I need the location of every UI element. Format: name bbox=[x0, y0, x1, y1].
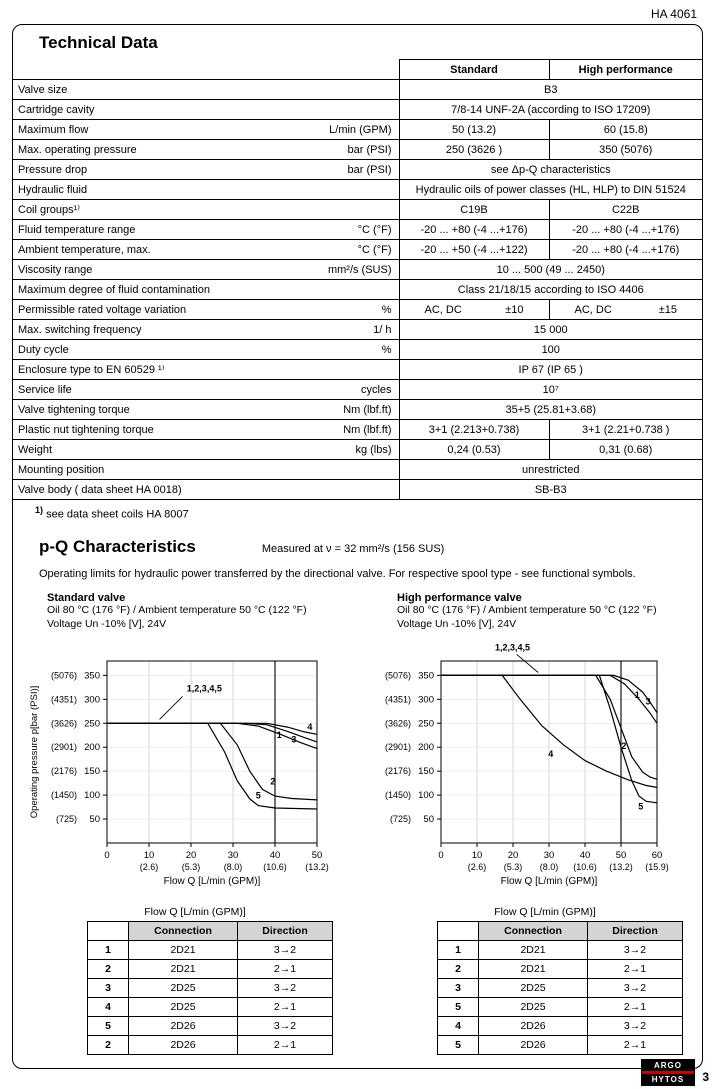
x-tick-label: 30 bbox=[543, 850, 555, 862]
curve-4 bbox=[107, 724, 317, 735]
x-tick-gpm-label: (13.2) bbox=[305, 862, 329, 873]
table-row bbox=[13, 200, 702, 220]
x-axis-label: Flow Q [L/min (GPM)] bbox=[500, 876, 598, 888]
curve-2 bbox=[107, 724, 317, 801]
table-row bbox=[13, 100, 702, 120]
connection-value: 2D21 bbox=[479, 960, 588, 979]
row-label-cell bbox=[13, 200, 399, 220]
row-value: 100 bbox=[399, 340, 702, 360]
y-tick-bar-label: 300 bbox=[84, 694, 100, 706]
row-value: Class 21/18/15 according to ISO 4406 bbox=[399, 280, 702, 300]
table-row bbox=[13, 380, 702, 400]
row-value-standard: C19B bbox=[399, 200, 549, 220]
row-unit: °C (°F) bbox=[357, 243, 392, 256]
table-row bbox=[13, 240, 702, 260]
pq-title: p-Q Characteristics bbox=[39, 536, 196, 556]
row-value: 35+5 (25.81+3.68) bbox=[399, 400, 702, 420]
x-axis-label: Flow Q [L/min (GPM)] bbox=[163, 876, 261, 888]
row-value: Hydraulic oils of power classes (HL, HLP) to DIN 51524 bbox=[399, 180, 702, 200]
curve-number: 4 bbox=[438, 1017, 479, 1036]
high-performance-valve-voltage: Voltage Un -10% [V], 24V bbox=[397, 617, 517, 630]
conn-row bbox=[438, 1036, 683, 1055]
row-label: Mounting position bbox=[18, 463, 105, 476]
technical-table-body bbox=[13, 80, 702, 500]
row-unit: L/min (GPM) bbox=[329, 123, 392, 136]
y-tick-psi-label: (3626) bbox=[50, 718, 77, 729]
annotation-arrow bbox=[160, 697, 183, 720]
row-value-standard: 250 (3626 ) bbox=[399, 140, 549, 160]
curve-1 bbox=[107, 724, 317, 743]
x-tick-gpm-label: (2.6) bbox=[467, 862, 487, 873]
y-tick-psi-label: (5076) bbox=[50, 670, 77, 681]
row-value: B3 bbox=[399, 80, 702, 100]
conn-header-direction: Direction bbox=[588, 922, 683, 941]
conn-header-blank bbox=[88, 922, 129, 941]
standard-valve-chart bbox=[25, 631, 333, 895]
curves-group-label: 1,2,3,4,5 bbox=[186, 683, 222, 694]
technical-data-table bbox=[13, 59, 702, 500]
table-row bbox=[13, 460, 702, 480]
y-tick-bar-label: 150 bbox=[84, 766, 100, 778]
direction-value: 2→1 bbox=[238, 960, 333, 979]
y-axis-label: Operating pressure p[bar (PSI)] bbox=[29, 686, 40, 819]
row-label: Max. switching frequency bbox=[18, 323, 142, 336]
table-row bbox=[13, 80, 702, 100]
x-tick-label: 50 bbox=[615, 850, 627, 862]
pq-description: Operating limits for hydraulic power transferred by the directional valve. For respective spool type - see functional symbols. bbox=[39, 567, 636, 580]
row-label-cell bbox=[13, 320, 399, 340]
row-label-cell bbox=[13, 260, 399, 280]
row-label-cell bbox=[13, 220, 399, 240]
high-performance-valve-chart bbox=[375, 631, 673, 895]
y-tick-psi-label: (5076) bbox=[384, 670, 411, 681]
direction-value: 2→1 bbox=[588, 960, 683, 979]
curve-number: 4 bbox=[88, 998, 129, 1017]
y-tick-bar-label: 50 bbox=[423, 814, 434, 826]
conn-row bbox=[88, 1036, 333, 1055]
x-tick-gpm-label: (8.0) bbox=[223, 862, 243, 873]
curve-number: 1 bbox=[88, 941, 129, 960]
y-tick-bar-label: 100 bbox=[418, 790, 434, 802]
row-unit: mm²/s (SUS) bbox=[327, 263, 392, 276]
measured-at-note: Measured at ν = 32 mm²/s (156 SUS) bbox=[261, 542, 445, 555]
x-tick-gpm-label: (10.6) bbox=[573, 862, 597, 873]
y-tick-psi-label: (4351) bbox=[384, 694, 411, 705]
y-tick-bar-label: 350 bbox=[418, 670, 434, 682]
row-value-high: 350 (5076) bbox=[549, 140, 702, 160]
row-value-standard: AC, DC ±10 bbox=[399, 300, 549, 320]
conn-row bbox=[438, 1017, 683, 1036]
direction-value: 2→1 bbox=[238, 998, 333, 1017]
y-tick-psi-label: (2901) bbox=[384, 742, 411, 753]
connection-value: 2D25 bbox=[479, 979, 588, 998]
row-unit: Nm (lbf.ft) bbox=[343, 403, 392, 416]
row-value-standard: -20 ... +50 (-4 ...+122) bbox=[399, 240, 549, 260]
x-tick-label: 10 bbox=[471, 850, 483, 862]
curve-label-5: 5 bbox=[255, 790, 261, 801]
table-row bbox=[13, 120, 702, 140]
table-row bbox=[13, 440, 702, 460]
y-tick-bar-label: 200 bbox=[84, 742, 100, 754]
row-label: Valve body ( data sheet HA 0018) bbox=[18, 483, 182, 496]
connection-value: 2D25 bbox=[129, 979, 238, 998]
curve-number: 2 bbox=[88, 1036, 129, 1055]
table-row bbox=[13, 420, 702, 440]
row-value-high: 60 (15.8) bbox=[549, 120, 702, 140]
x-tick-gpm-label: (13.2) bbox=[609, 862, 633, 873]
x-tick-gpm-label: (8.0) bbox=[539, 862, 559, 873]
curve-number: 2 bbox=[88, 960, 129, 979]
conn-row bbox=[88, 1017, 333, 1036]
table-row bbox=[13, 400, 702, 420]
conn-row bbox=[88, 960, 333, 979]
connection-value: 2D26 bbox=[129, 1036, 238, 1055]
table-row bbox=[13, 340, 702, 360]
row-label-cell bbox=[13, 440, 399, 460]
y-tick-bar-label: 200 bbox=[418, 742, 434, 754]
x-tick-label: 40 bbox=[579, 850, 591, 862]
conn-row bbox=[438, 941, 683, 960]
standard-valve-conditions: Oil 80 °C (176 °F) / Ambient temperature 50 °C (122 °F) bbox=[47, 604, 307, 617]
x-tick-label: 20 bbox=[507, 850, 519, 862]
y-tick-bar-label: 100 bbox=[84, 790, 100, 802]
x-tick-gpm-label: (5.3) bbox=[181, 862, 201, 873]
x-tick-label: 50 bbox=[311, 850, 323, 862]
column-header-standard: Standard bbox=[399, 60, 549, 80]
connection-value: 2D26 bbox=[479, 1017, 588, 1036]
row-label: Maximum flow bbox=[18, 123, 89, 136]
row-value-high: C22B bbox=[549, 200, 702, 220]
table-row bbox=[13, 260, 702, 280]
y-tick-bar-label: 50 bbox=[89, 814, 100, 826]
table-row bbox=[13, 480, 702, 500]
standard-connection-table bbox=[87, 921, 333, 1055]
row-unit: cycles bbox=[360, 383, 392, 396]
high-performance-table-caption: Flow Q [L/min (GPM)] bbox=[494, 906, 596, 919]
standard-valve-title: Standard valve bbox=[47, 592, 126, 605]
row-label-cell bbox=[13, 340, 399, 360]
x-tick-label: 0 bbox=[104, 850, 110, 862]
row-label-cell bbox=[13, 180, 399, 200]
x-tick-gpm-label: (15.9) bbox=[645, 862, 669, 873]
row-value: unrestricted bbox=[399, 460, 702, 480]
row-value-standard: 50 (13.2) bbox=[399, 120, 549, 140]
conn-row bbox=[438, 960, 683, 979]
y-tick-psi-label: (4351) bbox=[50, 694, 77, 705]
row-label: Weight bbox=[18, 443, 53, 456]
row-label: Permissible rated voltage variation bbox=[18, 303, 187, 316]
logo-brand-bottom: HYTOS bbox=[651, 1075, 685, 1084]
row-unit: °C (°F) bbox=[357, 223, 392, 236]
curve-number: 1 bbox=[438, 941, 479, 960]
row-value-standard: 0,24 (0.53) bbox=[399, 440, 549, 460]
connection-value: 2D21 bbox=[479, 941, 588, 960]
annotation-arrow bbox=[517, 655, 539, 673]
curve-label-1: 1 bbox=[276, 730, 282, 741]
row-value-high: 0,31 (0.68) bbox=[549, 440, 702, 460]
conn-header-connection: Connection bbox=[129, 922, 238, 941]
row-value-high: AC, DC ±15 bbox=[549, 300, 702, 320]
charts-row bbox=[25, 592, 702, 1055]
page-number: 3 bbox=[702, 1070, 709, 1084]
curve-label-2: 2 bbox=[270, 776, 276, 787]
row-label: Duty cycle bbox=[18, 343, 69, 356]
row-label-cell bbox=[13, 400, 399, 420]
row-value-high: -20 ... +80 (-4 ...+176) bbox=[549, 220, 702, 240]
row-value-standard: -20 ... +80 (-4 ...+176) bbox=[399, 220, 549, 240]
row-label-cell bbox=[13, 140, 399, 160]
row-label: Enclosure type to EN 60529 ¹⁾ bbox=[18, 364, 165, 376]
y-tick-psi-label: (725) bbox=[55, 814, 77, 825]
row-unit: 1/ h bbox=[373, 323, 392, 336]
x-tick-label: 40 bbox=[269, 850, 281, 862]
connection-value: 2D25 bbox=[479, 998, 588, 1017]
high-performance-valve-title: High performance valve bbox=[397, 592, 522, 605]
footnote bbox=[35, 505, 702, 521]
pq-section-header bbox=[39, 537, 702, 557]
row-value: SB-B3 bbox=[399, 480, 702, 500]
column-header-high-performance: High performance bbox=[549, 60, 702, 80]
y-tick-bar-label: 250 bbox=[418, 718, 434, 730]
table-row bbox=[13, 280, 702, 300]
high-performance-valve-conditions: Oil 80 °C (176 °F) / Ambient temperature 50 °C (122 °F) bbox=[397, 604, 657, 617]
row-unit: Nm (lbf.ft) bbox=[343, 423, 392, 436]
x-tick-label: 10 bbox=[143, 850, 155, 862]
y-tick-psi-label: (1450) bbox=[384, 790, 411, 801]
row-value: IP 67 (IP 65 ) bbox=[399, 360, 702, 380]
standard-table-caption: Flow Q [L/min (GPM)] bbox=[144, 906, 246, 919]
row-value-standard: 3+1 (2.213+0.738) bbox=[399, 420, 549, 440]
high-performance-valve-block bbox=[375, 592, 701, 1055]
row-label-cell bbox=[13, 380, 399, 400]
table-row bbox=[13, 160, 702, 180]
y-tick-psi-label: (725) bbox=[389, 814, 411, 825]
y-tick-bar-label: 150 bbox=[418, 766, 434, 778]
curve-label-3: 3 bbox=[291, 734, 297, 745]
technical-data-title: Technical Data bbox=[39, 33, 158, 52]
curve-number: 5 bbox=[438, 998, 479, 1017]
row-label-cell bbox=[13, 460, 399, 480]
direction-value: 3→2 bbox=[238, 979, 333, 998]
conn-row bbox=[438, 979, 683, 998]
connection-value: 2D21 bbox=[129, 941, 238, 960]
row-value: 10 ... 500 (49 ... 2450) bbox=[399, 260, 702, 280]
direction-value: 2→1 bbox=[588, 998, 683, 1017]
table-header-row bbox=[13, 60, 702, 80]
curve-number: 3 bbox=[438, 979, 479, 998]
x-tick-label: 30 bbox=[227, 850, 239, 862]
row-label: Maximum degree of fluid contamination bbox=[18, 283, 210, 296]
x-tick-label: 60 bbox=[651, 850, 663, 862]
y-tick-psi-label: (2176) bbox=[50, 766, 77, 777]
y-tick-psi-label: (2901) bbox=[50, 742, 77, 753]
high-performance-connection-table bbox=[437, 921, 683, 1055]
table-row bbox=[13, 140, 702, 160]
row-unit: % bbox=[381, 303, 392, 316]
x-tick-gpm-label: (2.6) bbox=[139, 862, 159, 873]
logo-brand-top: ARGO bbox=[654, 1061, 682, 1070]
y-tick-psi-label: (1450) bbox=[50, 790, 77, 801]
argo-hytos-logo bbox=[641, 1059, 695, 1086]
row-label-cell bbox=[13, 420, 399, 440]
footnote-marker: 1) bbox=[35, 505, 44, 515]
curve-label-2: 2 bbox=[621, 741, 627, 752]
row-unit: bar (PSI) bbox=[347, 163, 392, 176]
row-label: Cartridge cavity bbox=[18, 103, 95, 116]
table-row bbox=[13, 180, 702, 200]
row-label: Viscosity range bbox=[18, 263, 93, 276]
row-label-cell bbox=[13, 480, 399, 500]
direction-value: 3→2 bbox=[588, 941, 683, 960]
direction-value: 2→1 bbox=[238, 1036, 333, 1055]
table-row bbox=[13, 320, 702, 340]
row-label: Max. operating pressure bbox=[18, 143, 137, 156]
conn-row bbox=[88, 941, 333, 960]
conn-row bbox=[88, 979, 333, 998]
row-label: Ambient temperature, max. bbox=[18, 243, 151, 256]
y-tick-psi-label: (3626) bbox=[384, 718, 411, 729]
conn-row bbox=[88, 998, 333, 1017]
document-reference: HA 4061 bbox=[650, 7, 697, 21]
table-row bbox=[13, 300, 702, 320]
row-label: Valve tightening torque bbox=[18, 403, 130, 416]
y-tick-bar-label: 250 bbox=[84, 718, 100, 730]
row-label: Service life bbox=[18, 383, 72, 396]
conn-header-blank bbox=[438, 922, 479, 941]
row-label: Valve size bbox=[18, 83, 68, 96]
table-row bbox=[13, 360, 702, 380]
conn-header-connection: Connection bbox=[479, 922, 588, 941]
curve-label-1: 1 bbox=[634, 690, 640, 701]
conn-row bbox=[438, 998, 683, 1017]
x-tick-label: 0 bbox=[438, 850, 444, 862]
curve-label-5: 5 bbox=[638, 801, 644, 812]
direction-value: 3→2 bbox=[238, 1017, 333, 1036]
row-value: 15 000 bbox=[399, 320, 702, 340]
curve-number: 2 bbox=[438, 960, 479, 979]
curve-label-4: 4 bbox=[548, 749, 554, 760]
y-tick-bar-label: 350 bbox=[84, 670, 100, 682]
row-label-cell bbox=[13, 360, 399, 380]
row-label: Plastic nut tightening torque bbox=[18, 423, 154, 436]
connection-value: 2D26 bbox=[479, 1036, 588, 1055]
standard-valve-block bbox=[25, 592, 351, 1055]
row-value: 10⁷ bbox=[399, 380, 702, 400]
y-tick-psi-label: (2176) bbox=[384, 766, 411, 777]
connection-value: 2D26 bbox=[129, 1017, 238, 1036]
row-value-high: 3+1 (2.21+0.738 ) bbox=[549, 420, 702, 440]
table-row bbox=[13, 220, 702, 240]
direction-value: 3→2 bbox=[588, 1017, 683, 1036]
row-label-cell bbox=[13, 100, 399, 120]
row-label-cell bbox=[13, 80, 399, 100]
direction-value: 3→2 bbox=[588, 979, 683, 998]
row-label-cell bbox=[13, 300, 399, 320]
row-label-cell bbox=[13, 160, 399, 180]
curve-number: 5 bbox=[438, 1036, 479, 1055]
conn-header-direction: Direction bbox=[238, 922, 333, 941]
row-unit: kg (lbs) bbox=[355, 443, 392, 456]
row-label-cell bbox=[13, 240, 399, 260]
header-blank-cell bbox=[13, 60, 399, 80]
x-tick-gpm-label: (5.3) bbox=[503, 862, 523, 873]
x-tick-label: 20 bbox=[185, 850, 197, 862]
row-value-high: -20 ... +80 (-4 ...+176) bbox=[549, 240, 702, 260]
curve-label-3: 3 bbox=[645, 696, 651, 707]
row-label: Pressure drop bbox=[18, 163, 88, 176]
curve-number: 3 bbox=[88, 979, 129, 998]
row-label-cell bbox=[13, 280, 399, 300]
curves-group-label: 1,2,3,4,5 bbox=[495, 642, 531, 653]
direction-value: 3→2 bbox=[238, 941, 333, 960]
direction-value: 2→1 bbox=[588, 1036, 683, 1055]
row-value: 7/8-14 UNF-2A (according to ISO 17209) bbox=[399, 100, 702, 120]
row-value: see Δp-Q characteristics bbox=[399, 160, 702, 180]
curve-number: 5 bbox=[88, 1017, 129, 1036]
standard-valve-voltage: Voltage Un -10% [V], 24V bbox=[47, 617, 167, 630]
connection-value: 2D25 bbox=[129, 998, 238, 1017]
row-unit: bar (PSI) bbox=[347, 143, 392, 156]
row-label: Fluid temperature range bbox=[18, 223, 136, 236]
footnote-text: see data sheet coils HA 8007 bbox=[46, 508, 189, 521]
row-unit: % bbox=[381, 343, 392, 356]
row-label-cell bbox=[13, 120, 399, 140]
connection-value: 2D21 bbox=[129, 960, 238, 979]
content-frame bbox=[12, 24, 703, 1069]
row-label: Hydraulic fluid bbox=[18, 183, 88, 196]
x-tick-gpm-label: (10.6) bbox=[263, 862, 287, 873]
y-tick-bar-label: 300 bbox=[418, 694, 434, 706]
row-label: Coil groups¹⁾ bbox=[18, 204, 81, 216]
curve-label-4: 4 bbox=[307, 722, 313, 733]
